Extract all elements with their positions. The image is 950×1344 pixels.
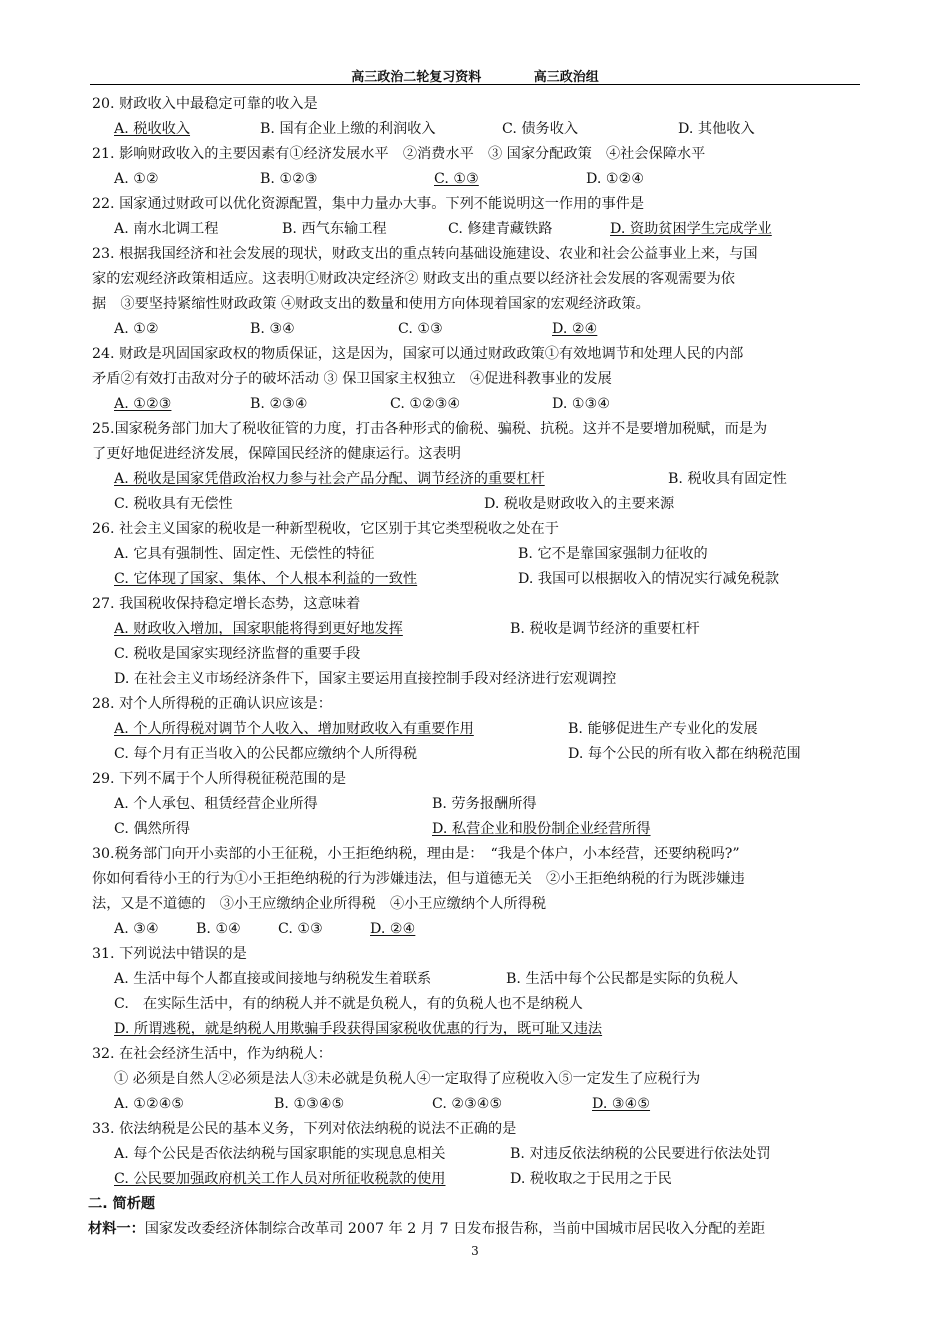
section-title: 二. 简析题 xyxy=(88,1196,156,1212)
q26-option-b: B. 它不是靠国家强制力征收的 xyxy=(518,546,708,562)
q27-option-b: B. 税收是调节经济的重要杠杆 xyxy=(510,621,700,637)
q29-option-c: C. 偶然所得 xyxy=(114,821,191,837)
q32-option-b: B. ①③④⑤ xyxy=(274,1096,345,1112)
header-title: 高三政治二轮复习资料 xyxy=(351,70,482,85)
material-text: 国家发改委经济体制综合改革司 2007 年 2 月 7 日发布报告称，当前中国城市居民收入分配的差距 xyxy=(144,1221,766,1237)
q24-option-a: A. ①②③ xyxy=(114,396,172,412)
q30-option-d: D. ②④ xyxy=(370,921,416,937)
q21-option-c: C. ①③ xyxy=(434,171,479,187)
q31-option-a: A. 生活中每个人都直接或间接地与纳税发生着联系 xyxy=(114,971,432,987)
q30-option-a: A. ③④ xyxy=(114,921,159,937)
q24-option-b: B. ②③④ xyxy=(250,396,308,412)
q33-options-ab xyxy=(92,1142,872,1167)
q27-stem: 27. 我国税收保持稳定增长态势，这意味着 xyxy=(92,596,361,612)
q20-option-b: B. 国有企业上缴的利润收入 xyxy=(260,121,436,137)
q22-option-a: A. 南水北调工程 xyxy=(114,221,219,237)
q30-options xyxy=(92,917,872,942)
q30-option-b: B. ①④ xyxy=(196,921,241,937)
q25-option-a: A. 税收是国家凭借政治权力参与社会产品分配、调节经济的重要杠杆 xyxy=(114,471,545,487)
q24-stem-2: 矛盾②有效打击敌对分子的破坏活动 ③ 保卫国家主权独立 ④促进科教事业的发展 xyxy=(92,371,612,387)
q26-option-d: D. 我国可以根据收入的情况实行减免税款 xyxy=(518,571,780,587)
q29-option-b: B. 劳务报酬所得 xyxy=(432,796,537,812)
q20-stem: 20. 财政收入中最稳定可靠的收入是 xyxy=(92,96,318,112)
q23-stem-2: 家的宏观经济政策相适应。这表明①财政决定经济② 财政支出的重点要以经济社会发展的客观需要为依 xyxy=(92,271,735,287)
q20-options xyxy=(92,117,872,142)
q32-items-text: ① 必须是自然人②必须是法人③未必就是负税人④一定取得了应税收入⑤一定发生了应税行为 xyxy=(114,1071,701,1087)
q21-options xyxy=(92,167,872,192)
q23-option-d: D. ②④ xyxy=(552,321,598,337)
q26-stem: 26. 社会主义国家的税收是一种新型税收，它区别于其它类型税收之处在于 xyxy=(92,521,559,537)
q30-stem-2: 你如何看待小王的行为①小王拒绝纳税的行为涉嫌违法，但与道德无关 ②小王拒绝纳税的行为既涉嫌违 xyxy=(92,871,745,887)
q31-option-c xyxy=(92,992,872,1017)
q22-option-c: C. 修建青藏铁路 xyxy=(448,221,553,237)
q31-option-d xyxy=(92,1017,872,1042)
q25-options-cd xyxy=(92,492,872,517)
q27-option-c-text: C. 税收是国家实现经济监督的重要手段 xyxy=(114,646,361,662)
q31-option-c-text: C. 在实际生活中，有的纳税人并不就是负税人，有的负税人也不是纳税人 xyxy=(114,996,583,1012)
q25-options-ab xyxy=(92,467,872,492)
q29-stem: 29. 下列不属于个人所得税征税范围的是 xyxy=(92,771,347,787)
q30-stem-1: 30.税务部门向开小卖部的小王征税，小王拒绝纳税，理由是： “我是个体户，小本经营，还要纳税吗?” xyxy=(92,846,740,862)
q23-stem-1: 23. 根据我国经济和社会发展的现状，财政支出的重点转向基础设施建设、农业和社会公益事业上来，与国 xyxy=(92,246,758,262)
q32-option-c: C. ②③④⑤ xyxy=(432,1096,503,1112)
q28-options-cd xyxy=(92,742,872,767)
q33-option-d: D. 税收取之于民用之于民 xyxy=(510,1171,672,1187)
q25-option-d: D. 税收是财政收入的主要来源 xyxy=(484,496,675,512)
q21-stem: 21. 影响财政收入的主要因素有①经济发展水平 ②消费水平 ③ 国家分配政策 ④社会保障水平 xyxy=(92,146,706,162)
q28-option-b: B. 能够促进生产专业化的发展 xyxy=(568,721,758,737)
q32-stem: 32. 在社会经济生活中，作为纳税人： xyxy=(92,1046,332,1062)
q23-option-a: A. ①② xyxy=(114,321,159,337)
question-list xyxy=(88,92,872,1242)
q31-stem: 31. 下列说法中错误的是 xyxy=(92,946,247,962)
q29-option-a: A. 个人承包、租赁经营企业所得 xyxy=(114,796,318,812)
q33-stem: 33. 依法纳税是公民的基本义务，下列对依法纳税的说法不正确的是 xyxy=(92,1121,517,1137)
q33-option-a: A. 每个公民是否依法纳税与国家职能的实现息息相关 xyxy=(114,1146,446,1162)
q27-option-a: A. 财政收入增加，国家职能将得到更好地发挥 xyxy=(114,621,403,637)
q22-option-d: D. 资助贫困学生完成学业 xyxy=(610,221,772,237)
q29-options-ab xyxy=(92,792,872,817)
q23-stem-3: 据 ③要坚持紧缩性财政政策 ④财政支出的数量和使用方向体现着国家的宏观经济政策。 xyxy=(92,296,650,312)
q28-stem: 28. 对个人所得税的正确认识应该是： xyxy=(92,696,332,712)
q31-option-d-text: D. 所谓逃税，就是纳税人用欺骗手段获得国家税收优惠的行为，既可耻又违法 xyxy=(114,1021,603,1037)
q25-option-b: B. 税收具有固定性 xyxy=(668,471,787,487)
q25-stem-2: 了更好地促进经济发展，保障国民经济的健康运行。这表明 xyxy=(92,446,461,462)
q32-option-d: D. ③④⑤ xyxy=(592,1096,651,1112)
q24-stem-1: 24. 财政是巩固国家政权的物质保证，这是因为，国家可以通过财政政策①有效地调节和处理人民的内部 xyxy=(92,346,744,362)
q30-stem-3: 法，又是不道德的 ③小王应缴纳企业所得税 ④小王应缴纳个人所得税 xyxy=(92,896,547,912)
q33-option-c: C. 公民要加强政府机关工作人员对所征收税款的使用 xyxy=(114,1171,446,1187)
q24-option-c: C. ①②③④ xyxy=(390,396,461,412)
q21-option-a: A. ①② xyxy=(114,171,159,187)
q28-option-c: C. 每个月有正当收入的公民都应缴纳个人所得税 xyxy=(114,746,418,762)
q26-option-a: A. 它具有强制性、固定性、无偿性的特征 xyxy=(114,546,375,562)
q33-options-cd xyxy=(92,1167,872,1192)
q26-options-ab xyxy=(92,542,872,567)
q23-options xyxy=(92,317,872,342)
q22-option-b: B. 西气东输工程 xyxy=(282,221,387,237)
q29-options-cd xyxy=(92,817,872,842)
q28-option-d: D. 每个公民的所有收入都在纳税范围 xyxy=(568,746,801,762)
q24-options xyxy=(92,392,872,417)
q22-stem: 22. 国家通过财政可以优化资源配置，集中力量办大事。下列不能说明这一作用的事件是 xyxy=(92,196,645,212)
q28-option-a: A. 个人所得税对调节个人收入、增加财政收入有重要作用 xyxy=(114,721,474,737)
q24-option-d: D. ①③④ xyxy=(552,396,611,412)
q20-option-c: C. 债务收入 xyxy=(502,121,579,137)
q33-option-b: B. 对违反依法纳税的公民要进行依法处罚 xyxy=(510,1146,771,1162)
q27-options-ab xyxy=(92,617,872,642)
material-one xyxy=(88,1217,872,1242)
q20-option-d: D. 其他收入 xyxy=(678,121,755,137)
q26-option-c: C. 它体现了国家、集体、个人根本利益的一致性 xyxy=(114,571,418,587)
q25-option-c: C. 税收具有无偿性 xyxy=(114,496,233,512)
q27-option-d xyxy=(92,667,872,692)
q27-option-c xyxy=(92,642,872,667)
q29-option-d: D. 私营企业和股份制企业经营所得 xyxy=(432,821,651,837)
header-group: 高三政治组 xyxy=(533,70,599,85)
page-header xyxy=(90,66,860,85)
q21-option-b: B. ①②③ xyxy=(260,171,318,187)
q27-option-d-text: D. 在社会主义市场经济条件下，国家主要运用直接控制手段对经济进行宏观调控 xyxy=(114,671,617,687)
q30-option-c: C. ①③ xyxy=(278,921,323,937)
q25-stem-1: 25.国家税务部门加大了税收征管的力度，打击各种形式的偷税、骗税、抗税。这并不是要增加税赋，而是为 xyxy=(92,421,768,437)
q32-options xyxy=(92,1092,872,1117)
q23-option-c: C. ①③ xyxy=(398,321,443,337)
q26-options-cd xyxy=(92,567,872,592)
q22-options xyxy=(92,217,872,242)
q32-items xyxy=(92,1067,872,1092)
q31-options-ab xyxy=(92,967,872,992)
q20-option-a: A. 税收收入 xyxy=(114,121,191,137)
material-label: 材料一： xyxy=(88,1221,145,1237)
q21-option-d: D. ①②④ xyxy=(586,171,645,187)
q23-option-b: B. ③④ xyxy=(250,321,295,337)
q32-option-a: A. ①②④⑤ xyxy=(114,1096,185,1112)
page-number: 3 xyxy=(471,1244,479,1258)
q31-option-b: B. 生活中每个公民都是实际的负税人 xyxy=(506,971,739,987)
q28-options-ab xyxy=(92,717,872,742)
